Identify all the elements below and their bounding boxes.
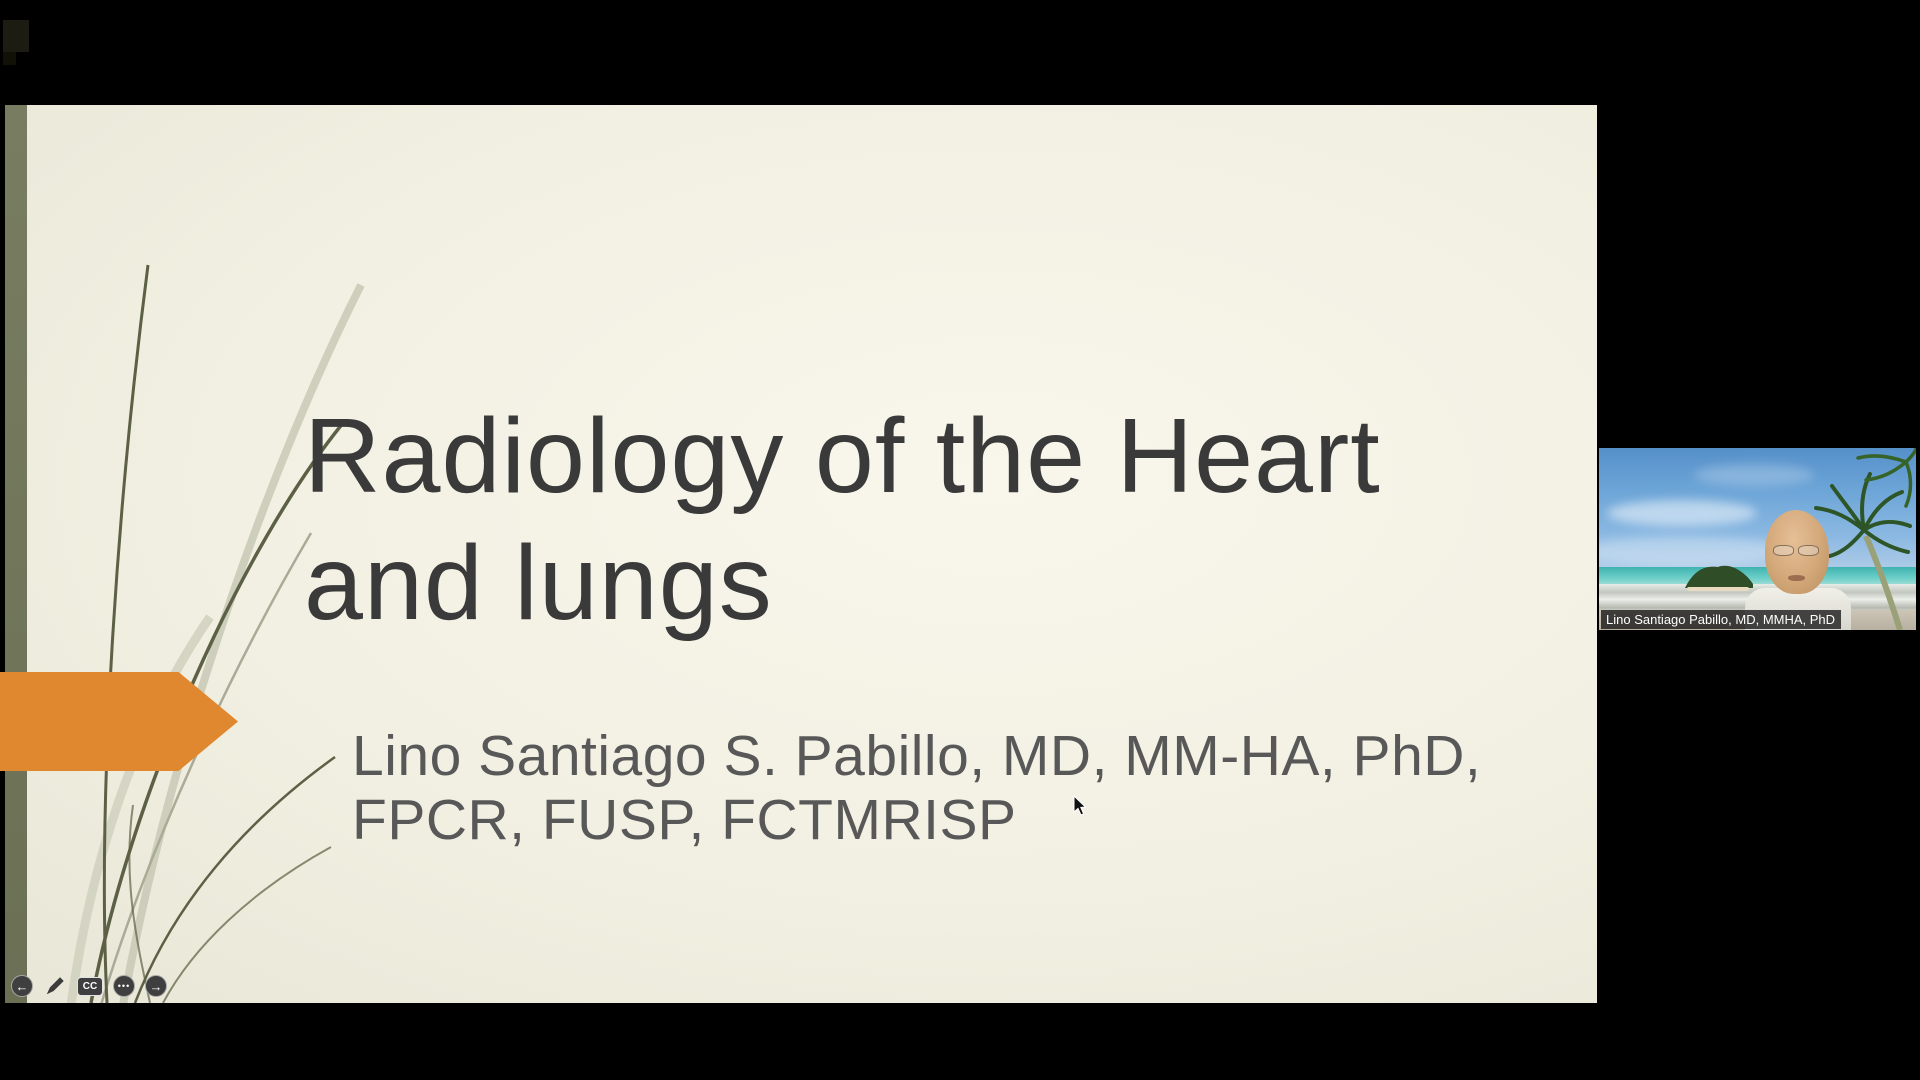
cc-icon: CC	[82, 980, 98, 992]
slide-left-accent-bar	[5, 105, 27, 1003]
participant-name-label: Lino Santiago Pabillo, MD, MMHA, PhD	[1601, 610, 1841, 629]
presenter-toolbar	[11, 974, 167, 998]
presenter-mouth	[1788, 575, 1805, 581]
closed-captions-button[interactable]	[77, 977, 103, 996]
webcam-video-tile[interactable]	[1599, 448, 1916, 630]
orange-arrow-shape	[0, 672, 238, 771]
arrow-right-icon: →	[149, 978, 163, 994]
glasses-lens	[1798, 545, 1819, 556]
slide-subtitle-line2: FPCR, FUSP, FCTMRISP	[352, 788, 1017, 852]
next-slide-button[interactable]	[145, 975, 167, 997]
video-artifact	[3, 52, 16, 65]
presentation-slide	[5, 105, 1597, 1003]
arrow-left-icon: ←	[15, 978, 29, 994]
pencil-icon	[44, 975, 66, 997]
more-options-button[interactable]	[113, 975, 135, 997]
slide-subtitle-line1: Lino Santiago S. Pabillo, MD, MM-HA, PhD,	[352, 724, 1482, 788]
island-silhouette	[1685, 558, 1755, 590]
slide-title-line1: Radiology of the Heart	[304, 397, 1381, 515]
island-beach	[1687, 587, 1749, 591]
presenter-glasses	[1771, 545, 1823, 556]
mouse-cursor	[1073, 795, 1089, 817]
slide-title-line2: and lungs	[304, 524, 773, 642]
cloud	[1607, 500, 1757, 526]
video-artifact	[3, 20, 29, 52]
previous-slide-button[interactable]	[11, 975, 33, 997]
glasses-lens	[1773, 545, 1794, 556]
ellipsis-icon: •••	[117, 980, 131, 991]
pen-annotate-button[interactable]	[43, 974, 67, 998]
slide-subtitle	[352, 724, 1481, 852]
slide-title	[304, 393, 1381, 647]
